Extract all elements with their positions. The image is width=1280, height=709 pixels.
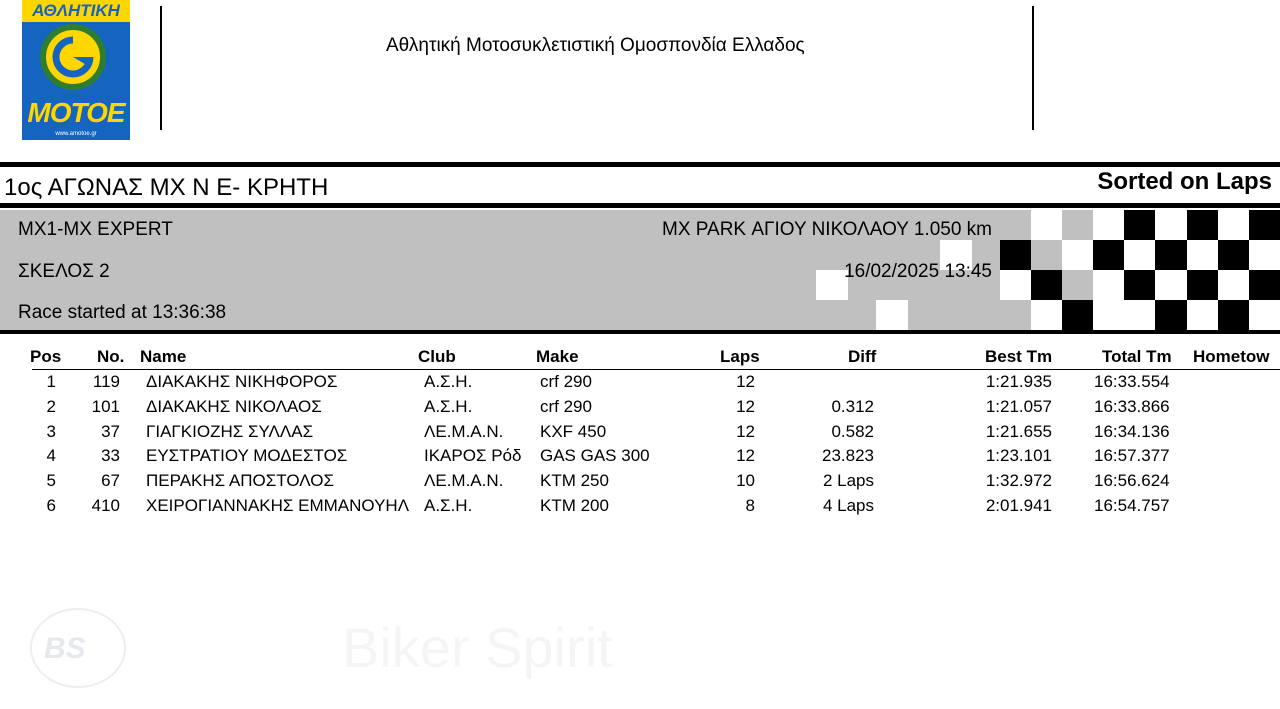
cell-club: Α.Σ.Η. <box>424 397 473 416</box>
logo-url: www.amotoe.gr <box>55 131 97 137</box>
track-name: MX PARK ΑΓΙΟΥ ΝΙΚΟΛΑΟΥ 1.050 km <box>662 219 992 240</box>
cell-laps: 12 <box>736 372 755 391</box>
cell-pos: 3 <box>46 422 56 441</box>
cell-laps: 12 <box>736 422 755 441</box>
table-row <box>0 446 1280 471</box>
cell-diff: 0.582 <box>831 422 874 441</box>
cell-pos: 2 <box>46 397 56 416</box>
cell-make: crf 290 <box>540 372 592 391</box>
cell-name: ΔΙΑΚΑΚΗΣ ΝΙΚΗΦΟΡΟΣ <box>146 372 338 391</box>
cell-laps: 8 <box>745 496 755 515</box>
cell-best-time: 1:32.972 <box>985 471 1052 490</box>
logo-emblem <box>40 24 106 90</box>
race-class: MX1-MX EXPERT <box>18 219 173 240</box>
header-underline <box>32 369 1280 370</box>
checkered-flag-grid <box>1000 210 1280 330</box>
cell-no: 101 <box>91 397 120 416</box>
col-hometown: Hometow <box>1193 347 1270 366</box>
col-pos: Pos <box>30 347 62 366</box>
cell-laps: 12 <box>736 446 755 465</box>
cell-name: ΔΙΑΚΑΚΗΣ ΝΙΚΟΛΑΟΣ <box>146 397 322 416</box>
cell-club: Α.Σ.Η. <box>424 496 473 515</box>
cell-make: KTM 200 <box>540 496 609 515</box>
cell-no: 410 <box>91 496 120 515</box>
cell-make: crf 290 <box>540 397 592 416</box>
cell-club: ΛΕ.Μ.Α.Ν. <box>424 422 504 441</box>
title-rule <box>0 203 1280 208</box>
cell-best-time: 1:21.655 <box>985 422 1052 441</box>
header-divider-right <box>1032 6 1034 130</box>
cell-make: GAS GAS 300 <box>540 446 650 465</box>
results-table-header <box>0 347 1280 369</box>
cell-diff: 23.823 <box>822 446 874 465</box>
cell-diff: 4 Laps <box>822 496 874 515</box>
watermark-badge <box>30 608 126 688</box>
federation-name: Αθλητική Μοτοσυκλετιστική Ομοσπονδία Ελλαδος <box>386 35 805 56</box>
cell-diff: 0.312 <box>831 397 874 416</box>
federation-logo <box>22 0 130 140</box>
cell-total-time: 16:54.757 <box>1094 496 1170 515</box>
race-heat: ΣΚΕΛΟΣ 2 <box>18 261 110 282</box>
band-rule <box>0 330 1280 334</box>
cell-club: ΙΚΑΡΟΣ Ρόδ <box>424 446 522 465</box>
table-row <box>0 422 1280 447</box>
table-row <box>0 372 1280 397</box>
race-datetime: 16/02/2025 13:45 <box>844 261 992 282</box>
col-club: Club <box>418 347 456 366</box>
logo-wordmark: MOTOE <box>27 97 125 128</box>
cell-pos: 1 <box>46 372 56 391</box>
cell-total-time: 16:33.554 <box>1094 372 1170 391</box>
logo-top-text: ΑΘΛΗΤΙΚΗ <box>22 0 130 22</box>
cell-make: KTM 250 <box>540 471 609 490</box>
cell-no: 119 <box>92 372 120 391</box>
cell-make: KXF 450 <box>540 422 607 441</box>
checkered-flag <box>1000 210 1280 330</box>
cell-pos: 5 <box>46 471 56 490</box>
table-row <box>0 471 1280 496</box>
cell-no: 37 <box>101 422 120 441</box>
cell-best-time: 1:21.057 <box>985 397 1052 416</box>
logo-arrow-icon <box>50 34 96 80</box>
cell-total-time: 16:34.136 <box>1094 422 1170 441</box>
top-rule <box>0 162 1280 167</box>
race-start-time: Race started at 13:36:38 <box>18 302 227 323</box>
cell-club: Α.Σ.Η. <box>424 372 473 391</box>
col-no: No. <box>97 347 125 366</box>
cell-diff: 2 Laps <box>822 471 874 490</box>
cell-club: ΛΕ.Μ.Α.Ν. <box>424 471 504 490</box>
table-row <box>0 496 1280 521</box>
cell-name: ΓΙΑΓΚΙΟΖΗΣ ΣΥΛΛΑΣ <box>146 422 314 441</box>
cell-name: ΧΕΙΡΟΓΙΑΝΝΑΚΗΣ ΕΜΜΑΝΟΥΗΛ <box>146 496 410 515</box>
table-row <box>0 397 1280 422</box>
cell-laps: 10 <box>736 471 755 490</box>
cell-pos: 6 <box>46 496 56 515</box>
col-name: Name <box>140 347 187 366</box>
cell-best-time: 1:23.101 <box>985 446 1052 465</box>
flag-fade-square <box>876 300 908 330</box>
event-title: 1ος ΑΓΩΝΑΣ MX N E- KPHTH <box>4 174 329 201</box>
cell-best-time: 1:21.935 <box>985 372 1052 391</box>
col-laps: Laps <box>720 347 760 366</box>
watermark-text <box>342 615 613 680</box>
col-total-time: Total Tm <box>1102 347 1172 366</box>
col-make: Make <box>536 347 579 366</box>
header-divider-left <box>160 6 162 130</box>
cell-total-time: 16:33.866 <box>1094 397 1170 416</box>
cell-pos: 4 <box>46 446 56 465</box>
cell-total-time: 16:57.377 <box>1094 446 1170 465</box>
col-diff: Diff <box>848 347 877 366</box>
cell-name: ΕΥΣΤΡΑΤΙΟΥ ΜΟΔΕΣΤΟΣ <box>146 446 348 465</box>
cell-total-time: 16:56.624 <box>1094 471 1170 490</box>
watermark-badge-text: BS <box>44 632 86 665</box>
cell-laps: 12 <box>736 397 755 416</box>
col-best-time: Best Tm <box>985 347 1053 366</box>
sort-label: Sorted on Laps <box>1097 168 1272 195</box>
cell-name: ΠΕΡΑΚΗΣ ΑΠΟΣΤΟΛΟΣ <box>146 471 335 490</box>
cell-no: 67 <box>101 471 120 490</box>
cell-no: 33 <box>101 446 120 465</box>
cell-best-time: 2:01.941 <box>985 496 1052 515</box>
